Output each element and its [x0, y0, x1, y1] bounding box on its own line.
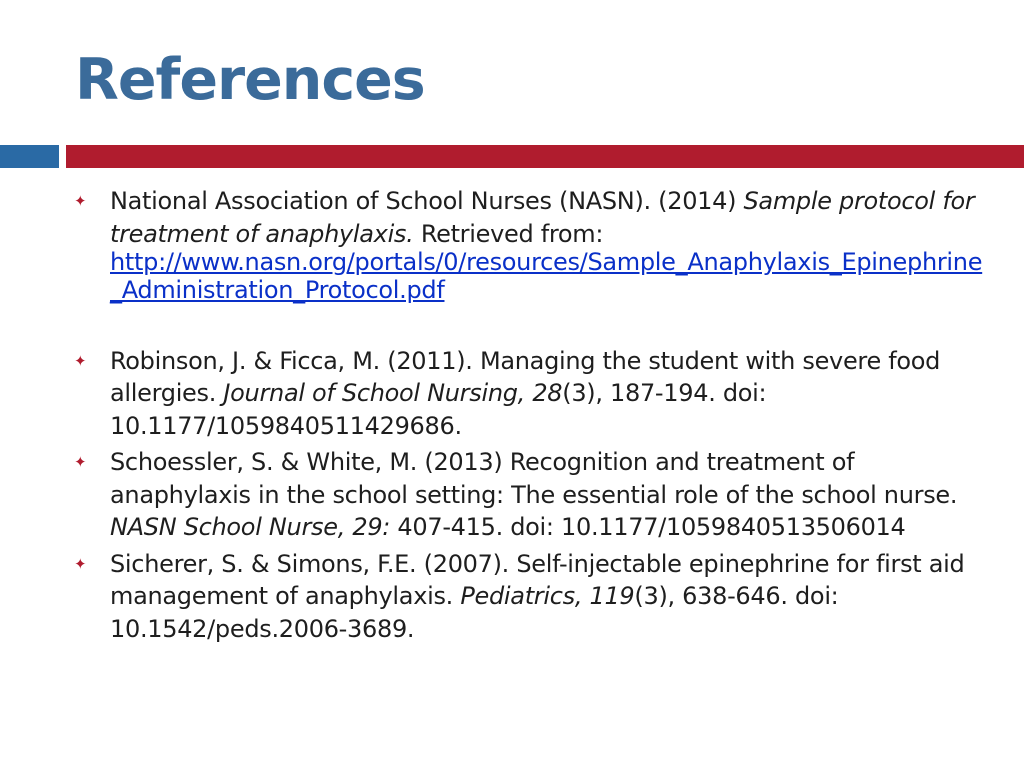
four-point-star-icon: ✦ [74, 351, 87, 370]
reference-item [72, 345, 992, 443]
reference-authors: Sicherer, S. & Simons, F.E. (2007). Self-injectable epinephrine for first aid management of anaphylaxis. [110, 549, 965, 610]
accent-bar-red [66, 145, 1024, 168]
accent-bar-blue [0, 145, 59, 168]
reference-item [72, 446, 992, 544]
reference-link[interactable]: http://www.nasn.org/portals/0/resources/Sample_Anaphylaxis_Epinephrine_Administration_Protocol.pdf [110, 248, 983, 304]
reference-details: (3), 638-646. doi: 10.1542/peds.2006-3689. [110, 582, 839, 643]
four-point-star-icon: ✦ [74, 554, 87, 573]
reference-retrieved: Retrieved from: [413, 219, 604, 248]
reference-journal: NASN School Nurse, 29: [110, 513, 391, 541]
reference-list [72, 185, 992, 645]
four-point-star-icon: ✦ [74, 453, 87, 471]
reference-journal: Journal of School Nursing, 28 [223, 379, 563, 407]
reference-title: Sample protocol for treatment of anaphylaxis. [110, 187, 975, 248]
reference-authors: Schoessler, S. & White, M. (2013) Recognition and treatment of anaphylaxis in the school setting: The essential role of the school nurse. [110, 448, 958, 509]
reference-details: 407-415. doi: 10.1177/1059840513506014 [390, 513, 906, 541]
reference-authors: Robinson, J. & Ficca, M. (2011). Managing the student with severe food allergies. [110, 346, 941, 407]
reference-details: (3), 187-194. doi: 10.1177/1059840511429686. [110, 379, 767, 440]
reference-item [72, 548, 992, 646]
reference-authors: National Association of School Nurses (NASN). (2014) [110, 187, 744, 215]
reference-journal: Pediatrics, 119 [460, 582, 635, 610]
four-point-star-icon: ✦ [74, 192, 87, 210]
slide-title: References [75, 47, 425, 113]
reference-item [72, 185, 992, 307]
